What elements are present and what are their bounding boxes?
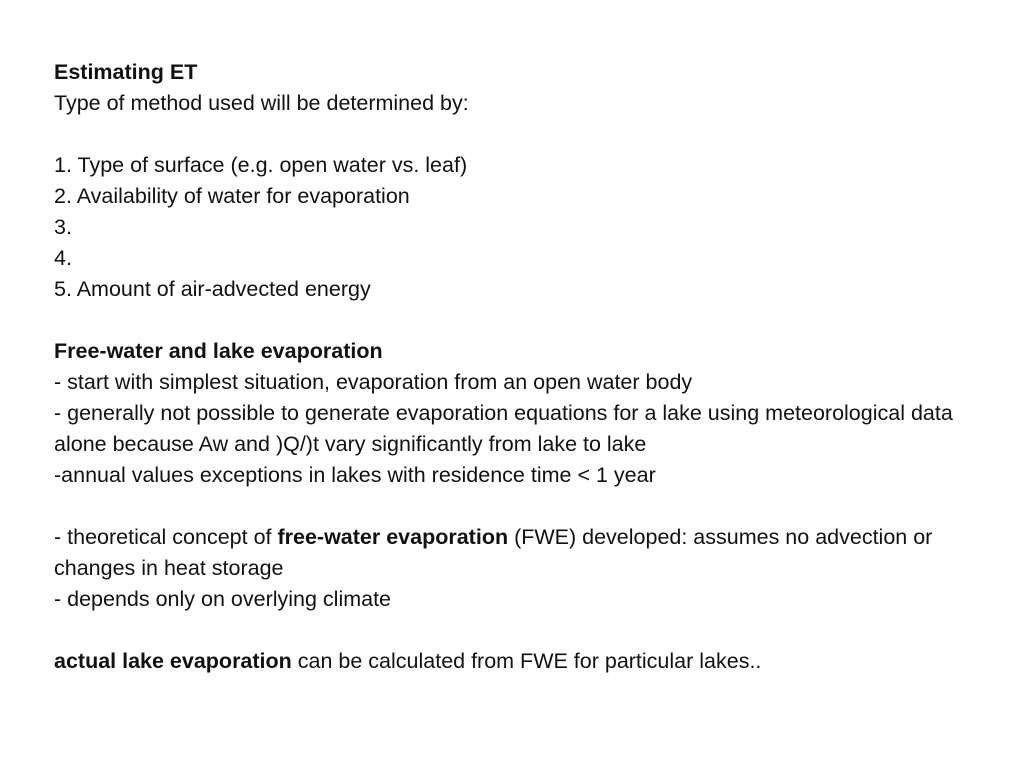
method-intro: Type of method used will be determined by: bbox=[54, 91, 469, 115]
slide-body bbox=[54, 57, 1004, 677]
actual-lake-rest: can be calculated from FWE for particular lakes.. bbox=[291, 649, 762, 673]
heading-estimating-et: Estimating ET bbox=[54, 60, 198, 84]
spacer bbox=[54, 119, 1004, 150]
paragraph-actual-lake bbox=[54, 646, 1004, 677]
list-item-5: 5. Amount of air-advected energy bbox=[54, 277, 371, 301]
fwe-term: free-water evaporation bbox=[277, 525, 509, 549]
list-item-1: 1. Type of surface (e.g. open water vs. leaf) bbox=[54, 153, 468, 177]
bullet-annual: -annual values exceptions in lakes with residence time < 1 year bbox=[54, 463, 656, 487]
paragraph-fwe-concept bbox=[54, 522, 1004, 584]
bullet-not-possible: - generally not possible to generate evaporation equations for a lake using meteorological data alone because Aw and )Q/)t vary significantly from lake to lake bbox=[54, 401, 953, 456]
actual-lake-term: actual lake evaporation bbox=[54, 649, 292, 673]
fwe-prefix: - theoretical concept of bbox=[54, 525, 278, 549]
bullet-depends-climate: - depends only on overlying climate bbox=[54, 587, 392, 611]
spacer bbox=[54, 491, 1004, 522]
bullet-simplest: - start with simplest situation, evaporation from an open water body bbox=[54, 370, 693, 394]
list-item-2: 2. Availability of water for evaporation bbox=[54, 184, 410, 208]
heading-free-water: Free-water and lake evaporation bbox=[54, 339, 383, 363]
list-item-4: 4. bbox=[54, 246, 72, 270]
fwe-suffix: (FWE) developed: assumes no advection or changes in heat storage bbox=[54, 525, 933, 580]
list-item-3: 3. bbox=[54, 215, 72, 239]
spacer bbox=[54, 305, 1004, 336]
spacer bbox=[54, 615, 1004, 646]
